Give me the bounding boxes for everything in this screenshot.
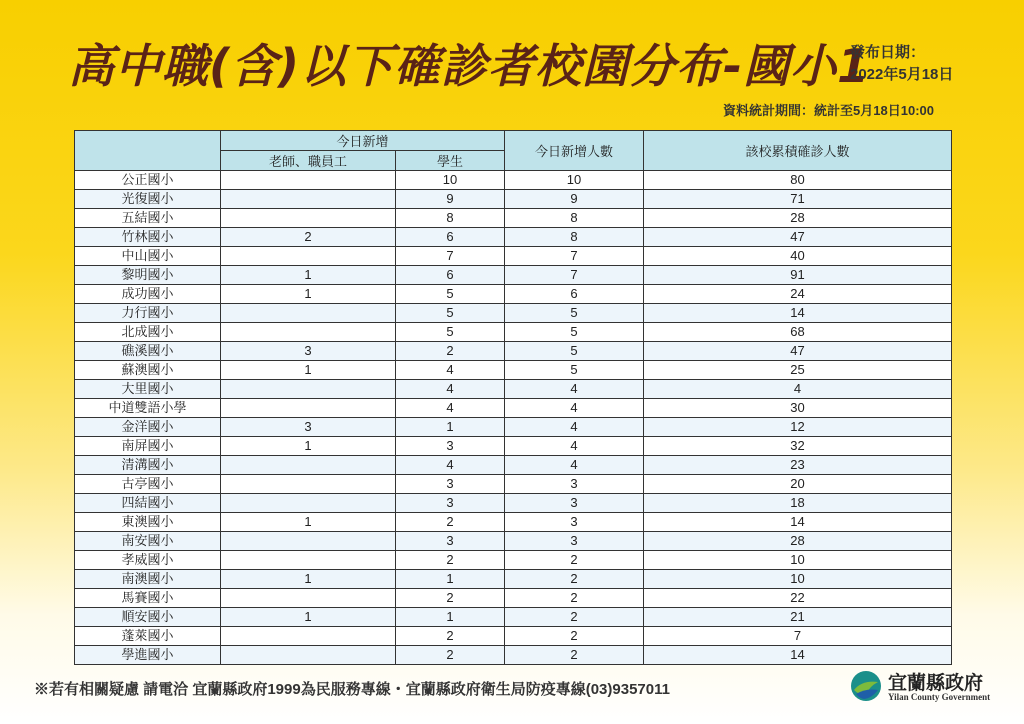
cell-school-name: 中山國小 bbox=[75, 247, 221, 266]
cell-students: 4 bbox=[396, 399, 505, 418]
table-row bbox=[75, 380, 952, 399]
cell-students: 7 bbox=[396, 247, 505, 266]
cell-today-total: 3 bbox=[505, 475, 644, 494]
table-row bbox=[75, 171, 952, 190]
cell-cumulative: 32 bbox=[644, 437, 952, 456]
table-row bbox=[75, 608, 952, 627]
cell-cumulative: 80 bbox=[644, 171, 952, 190]
cell-cumulative: 12 bbox=[644, 418, 952, 437]
cell-cumulative: 4 bbox=[644, 380, 952, 399]
cell-staff bbox=[221, 380, 396, 399]
cell-staff bbox=[221, 456, 396, 475]
publish-date-value: 2022年5月18日 bbox=[850, 66, 954, 83]
cell-staff bbox=[221, 323, 396, 342]
table-body bbox=[75, 171, 952, 665]
header-staff: 老師、職員工 bbox=[221, 151, 396, 171]
table-row bbox=[75, 285, 952, 304]
cell-students: 5 bbox=[396, 285, 505, 304]
cell-cumulative: 10 bbox=[644, 551, 952, 570]
government-logo bbox=[850, 668, 1000, 708]
cell-staff bbox=[221, 589, 396, 608]
cell-cumulative: 20 bbox=[644, 475, 952, 494]
cell-staff: 3 bbox=[221, 342, 396, 361]
cell-school-name: 學進國小 bbox=[75, 646, 221, 665]
cell-school-name: 北成國小 bbox=[75, 323, 221, 342]
cell-students: 8 bbox=[396, 209, 505, 228]
cell-school-name: 金洋國小 bbox=[75, 418, 221, 437]
cell-school-name: 五結國小 bbox=[75, 209, 221, 228]
table-row bbox=[75, 247, 952, 266]
table-row bbox=[75, 190, 952, 209]
cell-staff bbox=[221, 551, 396, 570]
cell-school-name: 南屏國小 bbox=[75, 437, 221, 456]
table-row bbox=[75, 399, 952, 418]
cell-school-name: 蘇澳國小 bbox=[75, 361, 221, 380]
cell-today-total: 7 bbox=[505, 247, 644, 266]
cell-cumulative: 47 bbox=[644, 342, 952, 361]
cell-cumulative: 24 bbox=[644, 285, 952, 304]
cell-staff bbox=[221, 209, 396, 228]
cell-staff bbox=[221, 532, 396, 551]
table-row bbox=[75, 361, 952, 380]
cell-school-name: 清溝國小 bbox=[75, 456, 221, 475]
table-row bbox=[75, 589, 952, 608]
cell-school-name: 蓬萊國小 bbox=[75, 627, 221, 646]
cell-staff bbox=[221, 494, 396, 513]
cell-students: 5 bbox=[396, 323, 505, 342]
cell-students: 6 bbox=[396, 228, 505, 247]
cell-staff bbox=[221, 646, 396, 665]
table-row bbox=[75, 437, 952, 456]
cell-students: 10 bbox=[396, 171, 505, 190]
cell-school-name: 東澳國小 bbox=[75, 513, 221, 532]
cell-school-name: 馬賽國小 bbox=[75, 589, 221, 608]
cell-school-name: 順安國小 bbox=[75, 608, 221, 627]
cell-today-total: 4 bbox=[505, 456, 644, 475]
cell-today-total: 2 bbox=[505, 589, 644, 608]
table-row bbox=[75, 532, 952, 551]
cell-school-name: 古亭國小 bbox=[75, 475, 221, 494]
cell-today-total: 2 bbox=[505, 570, 644, 589]
table-header bbox=[75, 131, 952, 171]
header-students: 學生 bbox=[396, 151, 505, 171]
cell-staff: 2 bbox=[221, 228, 396, 247]
cell-cumulative: 25 bbox=[644, 361, 952, 380]
cell-students: 1 bbox=[396, 570, 505, 589]
logo-english-name: Yilan County Government bbox=[888, 692, 991, 702]
cell-today-total: 3 bbox=[505, 532, 644, 551]
cell-staff bbox=[221, 475, 396, 494]
footer-contact-note: ※若有相關疑慮 請電洽 宜蘭縣政府1999為民服務專線・宜蘭縣政府衛生局防疫專線(03)9357011 bbox=[34, 681, 670, 698]
cell-cumulative: 18 bbox=[644, 494, 952, 513]
cell-today-total: 7 bbox=[505, 266, 644, 285]
cell-staff: 1 bbox=[221, 361, 396, 380]
cell-today-total: 4 bbox=[505, 399, 644, 418]
table-row bbox=[75, 228, 952, 247]
cell-staff bbox=[221, 171, 396, 190]
cell-cumulative: 23 bbox=[644, 456, 952, 475]
cell-cumulative: 91 bbox=[644, 266, 952, 285]
cell-today-total: 2 bbox=[505, 608, 644, 627]
cell-school-name: 南安國小 bbox=[75, 532, 221, 551]
publish-date-label: 發布日期： bbox=[850, 44, 926, 61]
cell-today-total: 5 bbox=[505, 361, 644, 380]
cell-school-name: 南澳國小 bbox=[75, 570, 221, 589]
cell-cumulative: 28 bbox=[644, 209, 952, 228]
cell-today-total: 5 bbox=[505, 342, 644, 361]
cell-school-name: 四結國小 bbox=[75, 494, 221, 513]
cell-staff bbox=[221, 399, 396, 418]
cell-cumulative: 14 bbox=[644, 646, 952, 665]
cell-today-total: 10 bbox=[505, 171, 644, 190]
cell-staff bbox=[221, 247, 396, 266]
table-row bbox=[75, 646, 952, 665]
cell-staff: 1 bbox=[221, 266, 396, 285]
cell-today-total: 4 bbox=[505, 418, 644, 437]
cell-today-total: 2 bbox=[505, 627, 644, 646]
statistics-period: 資料統計期間：統計至5月18日10:00 bbox=[723, 103, 934, 118]
table-row bbox=[75, 551, 952, 570]
cell-staff: 1 bbox=[221, 437, 396, 456]
cell-students: 3 bbox=[396, 532, 505, 551]
publish-date-block bbox=[850, 42, 1020, 86]
cell-cumulative: 71 bbox=[644, 190, 952, 209]
cell-cumulative: 30 bbox=[644, 399, 952, 418]
cell-school-name: 公正國小 bbox=[75, 171, 221, 190]
cell-staff: 1 bbox=[221, 570, 396, 589]
cell-school-name: 力行國小 bbox=[75, 304, 221, 323]
table-row bbox=[75, 418, 952, 437]
cell-students: 5 bbox=[396, 304, 505, 323]
cell-students: 2 bbox=[396, 646, 505, 665]
cell-students: 4 bbox=[396, 380, 505, 399]
logo-name: 宜蘭縣政府 bbox=[888, 672, 984, 694]
cell-cumulative: 68 bbox=[644, 323, 952, 342]
cell-students: 2 bbox=[396, 513, 505, 532]
cell-staff: 1 bbox=[221, 513, 396, 532]
school-cases-table bbox=[74, 130, 952, 665]
cell-staff: 1 bbox=[221, 608, 396, 627]
table-row bbox=[75, 209, 952, 228]
cell-students: 2 bbox=[396, 551, 505, 570]
cell-students: 2 bbox=[396, 627, 505, 646]
page-title: 高中職(含)以下確診者校園分布-國小1 bbox=[68, 39, 871, 93]
cell-students: 3 bbox=[396, 475, 505, 494]
table-row bbox=[75, 456, 952, 475]
header-cumulative: 該校累積確診人數 bbox=[644, 131, 952, 171]
cell-staff: 1 bbox=[221, 285, 396, 304]
cell-students: 6 bbox=[396, 266, 505, 285]
cell-today-total: 8 bbox=[505, 228, 644, 247]
cell-students: 2 bbox=[396, 342, 505, 361]
cell-students: 4 bbox=[396, 456, 505, 475]
cell-today-total: 3 bbox=[505, 513, 644, 532]
table-row bbox=[75, 570, 952, 589]
cell-school-name: 礁溪國小 bbox=[75, 342, 221, 361]
cell-school-name: 竹林國小 bbox=[75, 228, 221, 247]
cell-today-total: 9 bbox=[505, 190, 644, 209]
cell-students: 4 bbox=[396, 361, 505, 380]
header-today-total: 今日新增人數 bbox=[505, 131, 644, 171]
cell-school-name: 光復國小 bbox=[75, 190, 221, 209]
cell-cumulative: 47 bbox=[644, 228, 952, 247]
cell-staff bbox=[221, 304, 396, 323]
cell-cumulative: 28 bbox=[644, 532, 952, 551]
cell-students: 1 bbox=[396, 418, 505, 437]
cell-school-name: 大里國小 bbox=[75, 380, 221, 399]
cell-today-total: 6 bbox=[505, 285, 644, 304]
cell-cumulative: 14 bbox=[644, 304, 952, 323]
cell-school-name: 中道雙語小學 bbox=[75, 399, 221, 418]
cell-cumulative: 10 bbox=[644, 570, 952, 589]
yilan-emblem-icon bbox=[850, 670, 882, 702]
cell-today-total: 8 bbox=[505, 209, 644, 228]
cell-students: 3 bbox=[396, 437, 505, 456]
cell-staff bbox=[221, 627, 396, 646]
cell-cumulative: 14 bbox=[644, 513, 952, 532]
cell-school-name: 黎明國小 bbox=[75, 266, 221, 285]
header-today-new: 今日新增 bbox=[221, 131, 505, 151]
cell-staff bbox=[221, 190, 396, 209]
table-row bbox=[75, 323, 952, 342]
cell-today-total: 3 bbox=[505, 494, 644, 513]
cell-students: 9 bbox=[396, 190, 505, 209]
table-row bbox=[75, 304, 952, 323]
cell-school-name: 成功國小 bbox=[75, 285, 221, 304]
table-row bbox=[75, 627, 952, 646]
table-row bbox=[75, 342, 952, 361]
table-row bbox=[75, 494, 952, 513]
table-row bbox=[75, 475, 952, 494]
cell-cumulative: 21 bbox=[644, 608, 952, 627]
table-row bbox=[75, 266, 952, 285]
cell-today-total: 5 bbox=[505, 304, 644, 323]
cell-today-total: 2 bbox=[505, 646, 644, 665]
cell-staff: 3 bbox=[221, 418, 396, 437]
header-school-name bbox=[75, 131, 221, 171]
cell-cumulative: 22 bbox=[644, 589, 952, 608]
cell-students: 1 bbox=[396, 608, 505, 627]
cell-today-total: 4 bbox=[505, 380, 644, 399]
table-row bbox=[75, 513, 952, 532]
cell-cumulative: 40 bbox=[644, 247, 952, 266]
cell-today-total: 4 bbox=[505, 437, 644, 456]
cell-cumulative: 7 bbox=[644, 627, 952, 646]
cell-students: 3 bbox=[396, 494, 505, 513]
cell-school-name: 孝威國小 bbox=[75, 551, 221, 570]
cell-today-total: 2 bbox=[505, 551, 644, 570]
cell-today-total: 5 bbox=[505, 323, 644, 342]
cell-students: 2 bbox=[396, 589, 505, 608]
